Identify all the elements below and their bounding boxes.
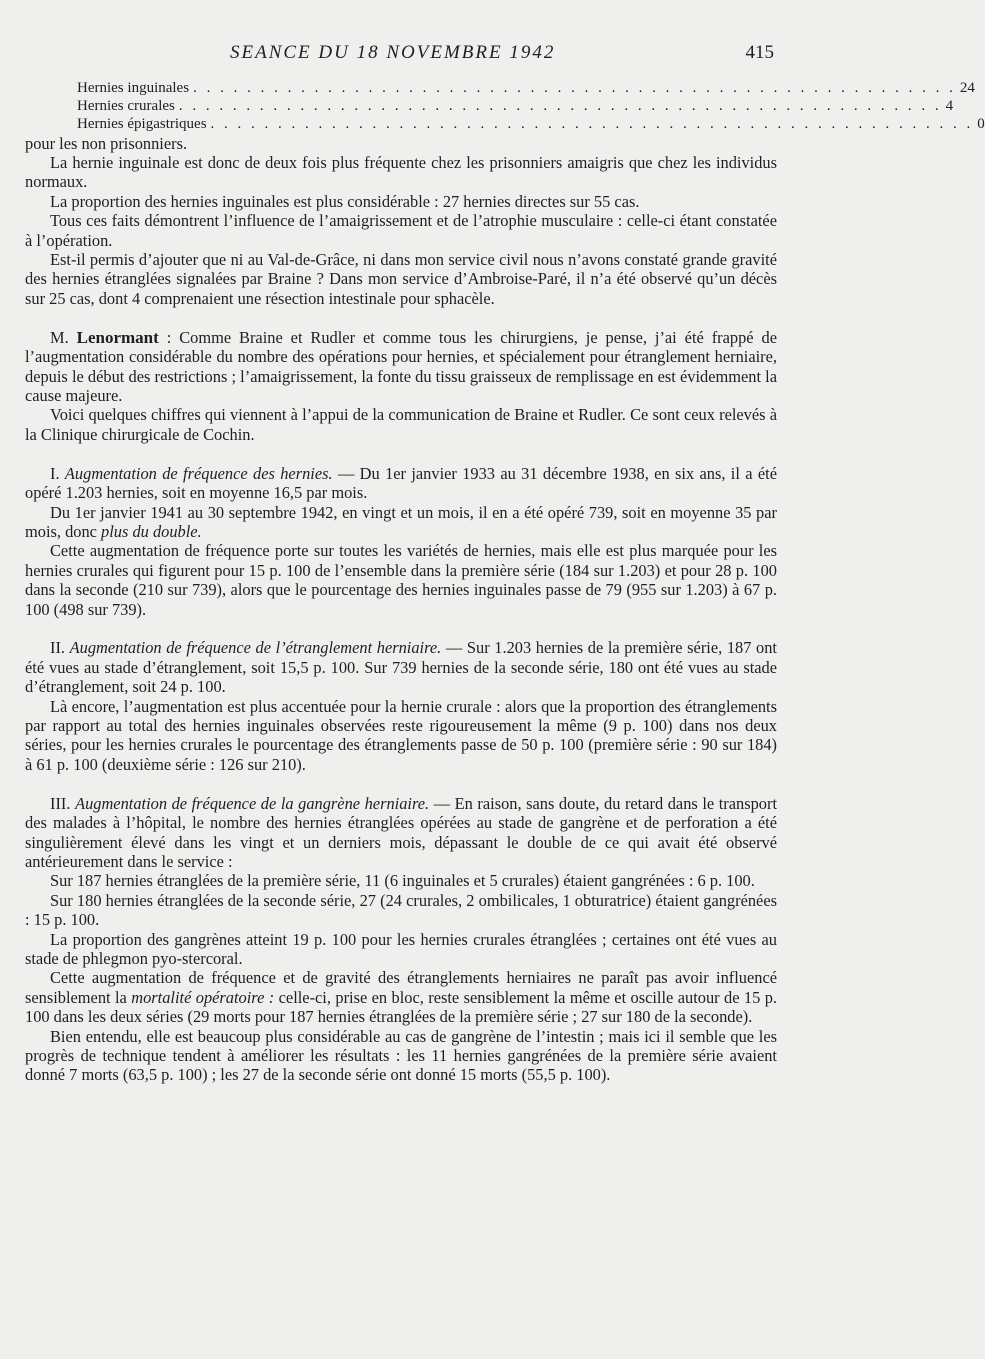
paragraph: Là encore, l’augmentation est plus accentuée pour la hernie crurale : alors que la proportion des étranglements par rapport au total des hernies inguinales observées reste rigoureusement la même (9 p. 100) dans nos deux séries, pour les hernies crurales le pourcentage des étranglements passe de 50 p. 100 (première série : 90 sur 184) à 61 p. 100 (deuxième série : 126 sur 210). xyxy=(25,696,777,774)
emphasis: mortalité opératoire : xyxy=(131,987,275,1007)
stat-row xyxy=(77,115,985,133)
section-2 xyxy=(25,638,777,696)
paragraph: Cette augmentation de fréquence porte sur toutes les variétés de hernies, mais elle est plus marquée pour les hernies crurales qui figurent pour 15 p. 100 de l’ensemble dans la première série (184 sur 1.203) et pour 28 p. 100 dans la seconde (210 sur 739), alors que le pourcentage des hernies inguinales passe de 79 (955 sur 1.203) à 67 p. 100 (498 sur 739). xyxy=(25,541,777,619)
section-title: Augmentation de fréquence des hernies. xyxy=(64,463,333,483)
stat-label: Hernies épigastriques xyxy=(77,116,207,133)
running-header xyxy=(0,42,800,66)
paragraph: Tous ces faits démontrent l’influence de l’amaigrissement et de l’atrophie musculaire : celle-ci étant constatée à l’opération. xyxy=(25,211,777,250)
paragraph: La hernie inguinale est donc de deux fois plus fréquente chez les prisonniers amaigris que chez les individus normaux. xyxy=(25,153,777,192)
page-number: 415 xyxy=(745,42,774,63)
section-title: Augmentation de fréquence de l’étranglement herniaire. xyxy=(69,638,442,658)
paragraph-text: Du 1er janvier 1941 au 30 septembre 1942, en vingt et un mois, il en a été opéré 739, soit en moyenne 35 par mois, donc xyxy=(25,502,777,541)
paragraph: Sur 180 hernies étranglées de la seconde série, 27 (24 crurales, 2 ombilicales, 1 obturatrice) étaient gangrénées : 15 p. 100. xyxy=(25,890,777,930)
paragraph: La proportion des gangrènes atteint 19 p. 100 pour les hernies crurales étranglées ; certaines ont été vues au stade de phlegmon pyo-stercoral. xyxy=(25,929,777,969)
stat-row xyxy=(77,79,975,97)
paragraph: Bien entendu, elle est beaucoup plus considérable au cas de gangrène de l’intestin ; mais ici il semble que les progrès de technique tendent à améliorer les résultats : les 11 hernies gangrénées de la première série avaient donné 7 morts (63,5 p. 100) ; les 27 de la seconde série ont donné 15 morts (55,5 p. 100). xyxy=(25,1026,777,1085)
dot-leader: . . . . . . . . . . . . . . . . . . . . . . . . . . . . . . . . . . . . . . . . . . . . . . . . . . . . . . . . . xyxy=(178,98,942,115)
speaker-name: Lenormant xyxy=(76,327,159,347)
section-number: III. xyxy=(50,793,71,813)
speaker-text: : Comme Braine et Rudler et comme tous les chirurgiens, je pense, j’ai été frappé de l’augmentation considérable du nombre des opérations pour hernies, et spécialement pour étranglement herniaire, depuis le début des restrictions ; l’amaigrissement, la fonte du tissu graisseux de remplissage en est évidemment la cause majeure. xyxy=(25,327,777,405)
header-title: SEANCE DU 18 NOVEMBRE 1942 xyxy=(230,42,556,63)
paragraph-text: Cette augmentation de fréquence et de gravité des étranglements herniaires ne paraît pas avoir influencé sensiblement la xyxy=(25,968,777,1007)
dot-leader: . . . . . . . . . . . . . . . . . . . . . . . . . . . . . . . . . . . . . . . . . . . . . . . . . . . . . . . . . xyxy=(193,80,956,96)
paragraph: La proportion des hernies inguinales est plus considérable : 27 hernies directes sur 55 cas. xyxy=(50,191,640,211)
stat-value: 0 xyxy=(977,116,985,133)
section-number: I. xyxy=(50,463,60,483)
hernia-stats-list xyxy=(77,79,985,134)
stat-value: 4 xyxy=(945,98,954,115)
section-text: — Du 1er janvier 1933 au 31 décembre 1938, en six ans, il a été opéré 1.203 hernies, soit en moyenne 16,5 par mois. xyxy=(25,463,777,503)
paragraph-text: celle-ci, prise en bloc, reste sensiblement la même et oscille autour de 15 p. 100 dans les deux séries (29 morts pour 187 hernies étranglées de la première série ; 27 sur 180 de la seconde). xyxy=(25,987,777,1027)
stat-label: Hernies crurales xyxy=(77,98,175,115)
dot-leader: . . . . . . . . . . . . . . . . . . . . . . . . . . . . . . . . . . . . . . . . . . . . . . . . . . . . . . . . . xyxy=(210,116,974,133)
paragraph: pour les non prisonniers. xyxy=(25,133,188,153)
section-text: — Sur 1.203 hernies de la première série, 187 ont été vues au stade d’étranglement, soit 15,5 p. 100. Sur 739 hernies de la seconde série, 180 ont été vues au stade d’étranglement, soit 24 p. 100. xyxy=(25,638,777,697)
stat-label: Hernies inguinales xyxy=(77,80,190,96)
paragraph xyxy=(25,968,777,1026)
body-text xyxy=(25,79,985,1085)
section-3 xyxy=(25,794,777,872)
paragraph: Voici quelques chiffres qui viennent à l’appui de la communication de Braine et Rudler. Ce sont ceux relevés à la Clinique chirurgicale de Cochin. xyxy=(25,405,777,444)
section-text: — En raison, sans doute, du retard dans le transport des malades à l’hôpital, le nombre des hernies étranglées opérées au stade de gangrène et de perforation a été singulièrement élevé dans les vingt et un derniers mois, dépassant le double de ce qui avait été observé antérieurement dans le service : xyxy=(25,793,777,872)
section-1 xyxy=(25,464,777,503)
stat-row xyxy=(77,97,954,115)
stat-value: 24 xyxy=(959,80,975,96)
paragraph xyxy=(25,503,777,542)
lenormant-paragraph xyxy=(25,328,777,406)
speaker-prefix: M. xyxy=(50,327,69,347)
section-number: II. xyxy=(50,638,66,658)
paragraph: Est-il permis d’ajouter que ni au Val-de-Grâce, ni dans mon service civil nous n’avons constaté grande gravité des hernies étranglées signalées par Braine ? Dans mon service d’Ambroise-Paré, il n’a été observé qu’un décès sur 25 cas, dont 4 comprenaient une résection intestinale pour sphacèle. xyxy=(25,250,777,308)
emphasis: plus du double. xyxy=(101,521,202,541)
section-title: Augmentation de fréquence de la gangrène herniaire. xyxy=(75,793,430,813)
paragraph: Sur 187 hernies étranglées de la première série, 11 (6 inguinales et 5 crurales) étaient gangrénées : 6 p. 100. xyxy=(50,871,755,891)
